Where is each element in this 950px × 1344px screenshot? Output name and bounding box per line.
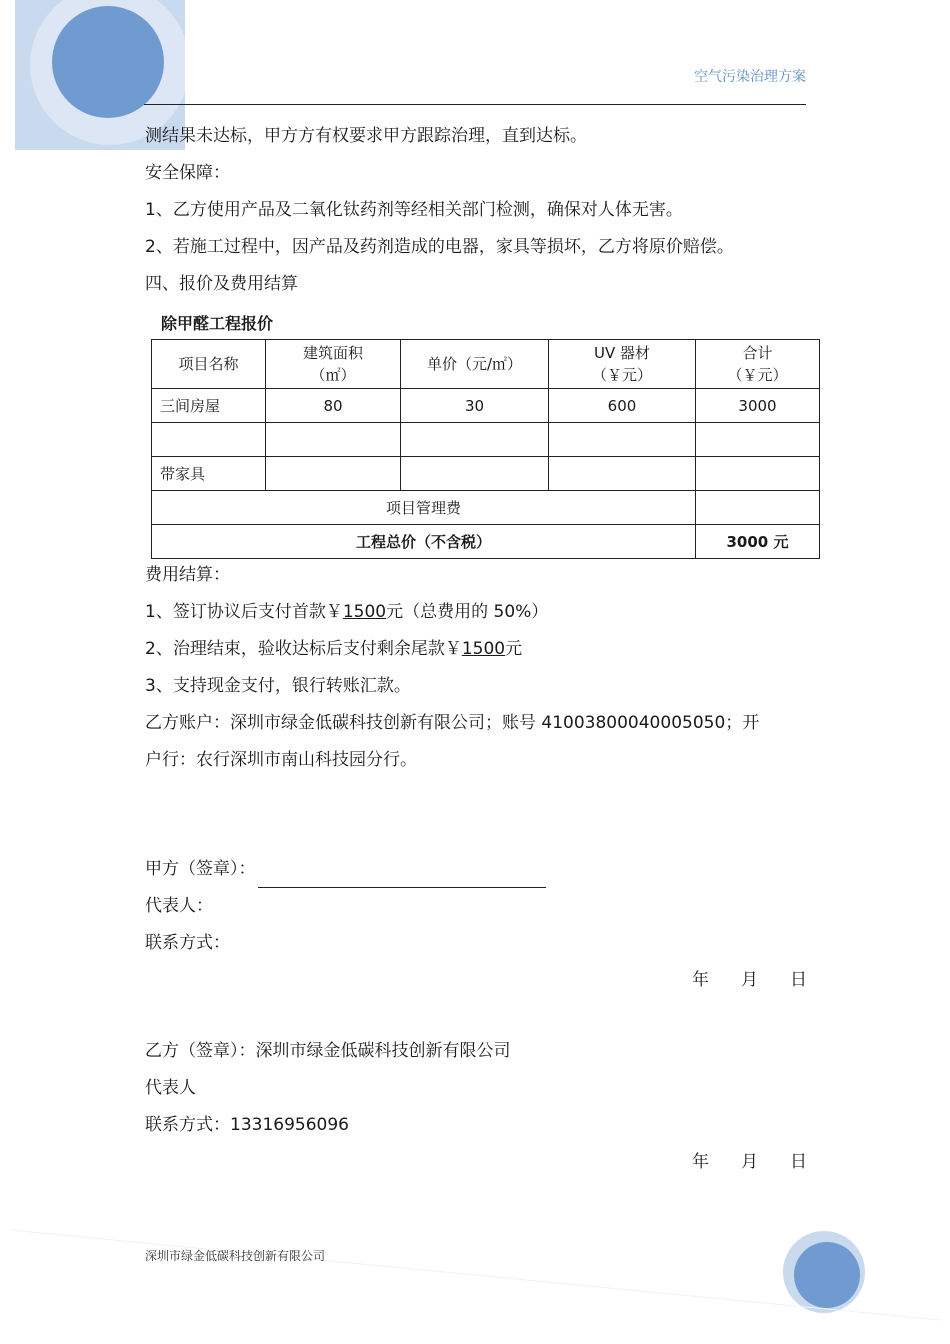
- footer-faint-diagonal: [0, 1220, 950, 1344]
- management-fee-value: [696, 491, 820, 525]
- header-cell: 建筑面积 （㎡）: [266, 340, 401, 389]
- settlement-item-2: 2、治理结束，验收达标后支付剩余尾款￥1500元: [145, 631, 809, 668]
- table-cell: 600: [549, 389, 696, 423]
- header-cell: 合计 （￥元）: [696, 340, 820, 389]
- party-a-date: 年 月 日: [692, 970, 807, 990]
- party-b-contact: 联系方式：13316956096: [145, 1115, 349, 1135]
- table-caption: 除甲醛工程报价: [161, 314, 274, 333]
- header-rule: [144, 104, 806, 105]
- table-cell: 带家具: [152, 457, 266, 491]
- table-cell: [696, 457, 820, 491]
- table-cell: [266, 457, 401, 491]
- table-cell: [696, 423, 820, 457]
- header-title: 空气污染治理方案: [694, 69, 806, 85]
- body-line-1: 测结果未达标，甲方方有权要求甲方跟踪治理，直到达标。: [145, 126, 587, 146]
- table-row: [152, 389, 820, 423]
- party-a-representative: 代表人：: [145, 896, 213, 916]
- total-label: 工程总价（不含税）: [152, 525, 696, 559]
- header-cell: UV 器材 （￥元）: [549, 340, 696, 389]
- table-cell: [401, 457, 549, 491]
- account-info-line-2: 户行：农行深圳市南山科技园分行。: [145, 750, 417, 770]
- body-line-4: 2、若施工过程中，因产品及药剂造成的电器，家具等损坏，乙方将原价赔偿。: [145, 237, 734, 257]
- settlement-item-3: 3、支持现金支付，银行转账汇款。: [145, 676, 411, 696]
- body-line-2: 安全保障：: [145, 163, 230, 183]
- table-cell: 3000: [696, 389, 820, 423]
- quote-table: [151, 339, 820, 559]
- settlement-title: 费用结算：: [145, 565, 230, 585]
- party-a-contact: 联系方式：: [145, 933, 230, 953]
- body-line-3: 1、乙方使用产品及二氧化钛药剂等经相关部门检测，确保对人体无害。: [145, 200, 683, 220]
- management-fee-row: [152, 491, 820, 525]
- document-body: [145, 118, 809, 1181]
- table-cell: 三间房屋: [152, 389, 266, 423]
- table-cell: [266, 423, 401, 457]
- table-cell: 80: [266, 389, 401, 423]
- party-b-signature: 乙方（签章）：深圳市绿金低碳科技创新有限公司: [145, 1041, 511, 1061]
- settlement-item-1: 1、签订协议后支付首款￥1500元（总费用的 50%）: [145, 594, 809, 631]
- total-row: [152, 525, 820, 559]
- table-cell: [152, 423, 266, 457]
- total-value: 3000 元: [696, 525, 820, 559]
- party-a-signature: 甲方（签章）：: [145, 851, 809, 888]
- party-b-date: 年 月 日: [692, 1152, 807, 1172]
- table-cell: [549, 457, 696, 491]
- section-heading-quote: 四、报价及费用结算: [145, 274, 298, 294]
- account-info-line-1: 乙方账户：深圳市绿金低碳科技创新有限公司；账号 41003800040005050；开: [145, 713, 760, 733]
- party-b-representative: 代表人: [145, 1078, 196, 1098]
- final-payment-amount: 1500: [461, 639, 506, 659]
- table-row: [152, 457, 820, 491]
- table-cell: 30: [401, 389, 549, 423]
- header-cell: 单价（元/㎡）: [401, 340, 549, 389]
- footer-company: 深圳市绿金低碳科技创新有限公司: [145, 1249, 326, 1263]
- table-header-row: [152, 340, 820, 389]
- table-row: [152, 423, 820, 457]
- header-cell: 项目名称: [152, 340, 266, 389]
- management-fee-label: 项目管理费: [152, 491, 696, 525]
- table-cell: [549, 423, 696, 457]
- first-payment-amount: 1500: [342, 602, 387, 622]
- table-cell: [401, 423, 549, 457]
- signature-line: [258, 867, 546, 888]
